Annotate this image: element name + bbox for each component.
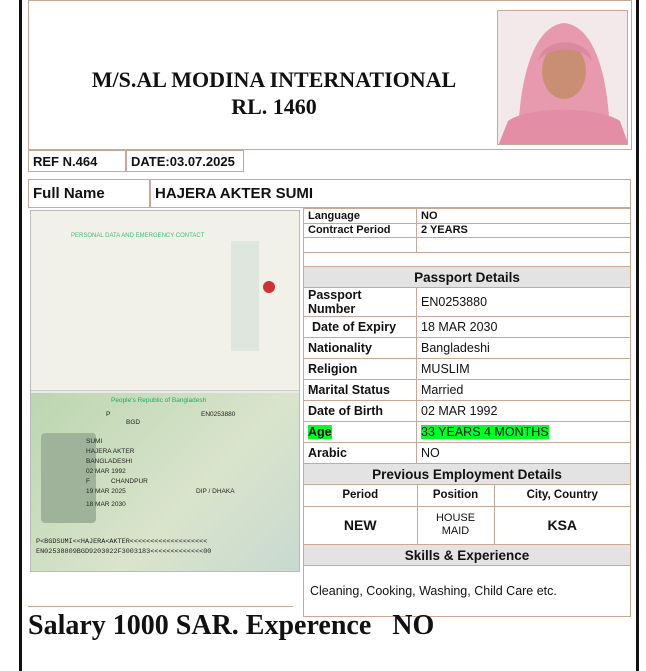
table-row	[304, 422, 631, 443]
expiry-value: 18 MAR 2030	[417, 317, 631, 338]
position-value: HOUSE MAID	[417, 506, 494, 544]
religion-label: Religion	[304, 359, 417, 380]
table-row	[304, 338, 631, 359]
salary-experience: Salary 1000 SAR. Experence NO	[28, 610, 435, 641]
arabic-value: NO	[417, 443, 631, 464]
candidate-photo	[497, 10, 628, 145]
language-value: NO	[417, 209, 631, 224]
city-country-value: KSA	[494, 506, 630, 544]
age-value: 33 YEARS 4 MONTHS	[421, 425, 549, 439]
company-name: M/S.AL MODINA INTERNATIONAL	[91, 67, 457, 92]
table-row	[304, 359, 631, 380]
table-row	[304, 317, 631, 338]
expiry-label: Date of Expiry	[304, 317, 417, 338]
table-row	[304, 401, 631, 422]
page-border-right	[636, 0, 639, 671]
license-number: RL. 1460	[231, 94, 317, 119]
skills-text: Cleaning, Cooking, Washing, Child Care etc.	[304, 566, 631, 617]
arabic-label: Arabic	[304, 443, 417, 464]
marital-label: Marital Status	[304, 380, 417, 401]
employment-heading: Previous Employment Details	[304, 464, 631, 485]
age-label: Age	[308, 425, 332, 439]
contract-value: 2 YEARS	[417, 223, 631, 238]
marital-value: Married	[417, 380, 631, 401]
passport-number-label: Passport Number	[304, 288, 417, 317]
table-row	[304, 223, 631, 238]
religion-value: MUSLIM	[417, 359, 631, 380]
table-row	[304, 209, 631, 224]
ref-number: REF N.464	[28, 150, 126, 172]
empty-row	[304, 252, 631, 267]
dob-value: 02 MAR 1992	[417, 401, 631, 422]
nationality-label: Nationality	[304, 338, 417, 359]
table-row	[304, 288, 631, 317]
period-header: Period	[304, 485, 417, 506]
full-name-value: HAJERA AKTER SUMI	[150, 179, 631, 208]
passport-scan: PERSONAL DATA AND EMERGENCY CONTACT People's Republic of Bangladesh P BGD EN0253880 SUMI HAJERA AKTER BANGLADESHI 02 MAR 1992 F CHANDPUR 19 MAR 2025 18 MAR 2030 DIP / DHAKA P<BGDSUMI<<HAJERA<AKTER<<<<<<<<<<<<<<<<<<< EN02538809BGD9203022F3003183<<<<<<<<<<<<<00	[30, 210, 300, 572]
nationality-value: Bangladeshi	[417, 338, 631, 359]
skills-heading: Skills & Experience	[304, 545, 631, 566]
table-row	[304, 380, 631, 401]
full-name-label: Full Name	[28, 179, 150, 208]
city-country-header: City, Country	[494, 485, 630, 506]
passport-details-heading: Passport Details	[304, 267, 631, 288]
contract-label: Contract Period	[304, 223, 417, 238]
page-border-left	[19, 0, 22, 671]
dob-label: Date of Birth	[304, 401, 417, 422]
passport-number-value: EN0253880	[417, 288, 631, 317]
details-table	[303, 208, 631, 617]
language-label: Language	[304, 209, 417, 224]
period-value: NEW	[304, 506, 417, 544]
date: DATE:03.07.2025	[126, 150, 244, 172]
empty-cell	[304, 238, 417, 253]
empty-cell	[417, 238, 631, 253]
divider	[28, 606, 293, 607]
position-header: Position	[417, 485, 494, 506]
table-row	[304, 443, 631, 464]
